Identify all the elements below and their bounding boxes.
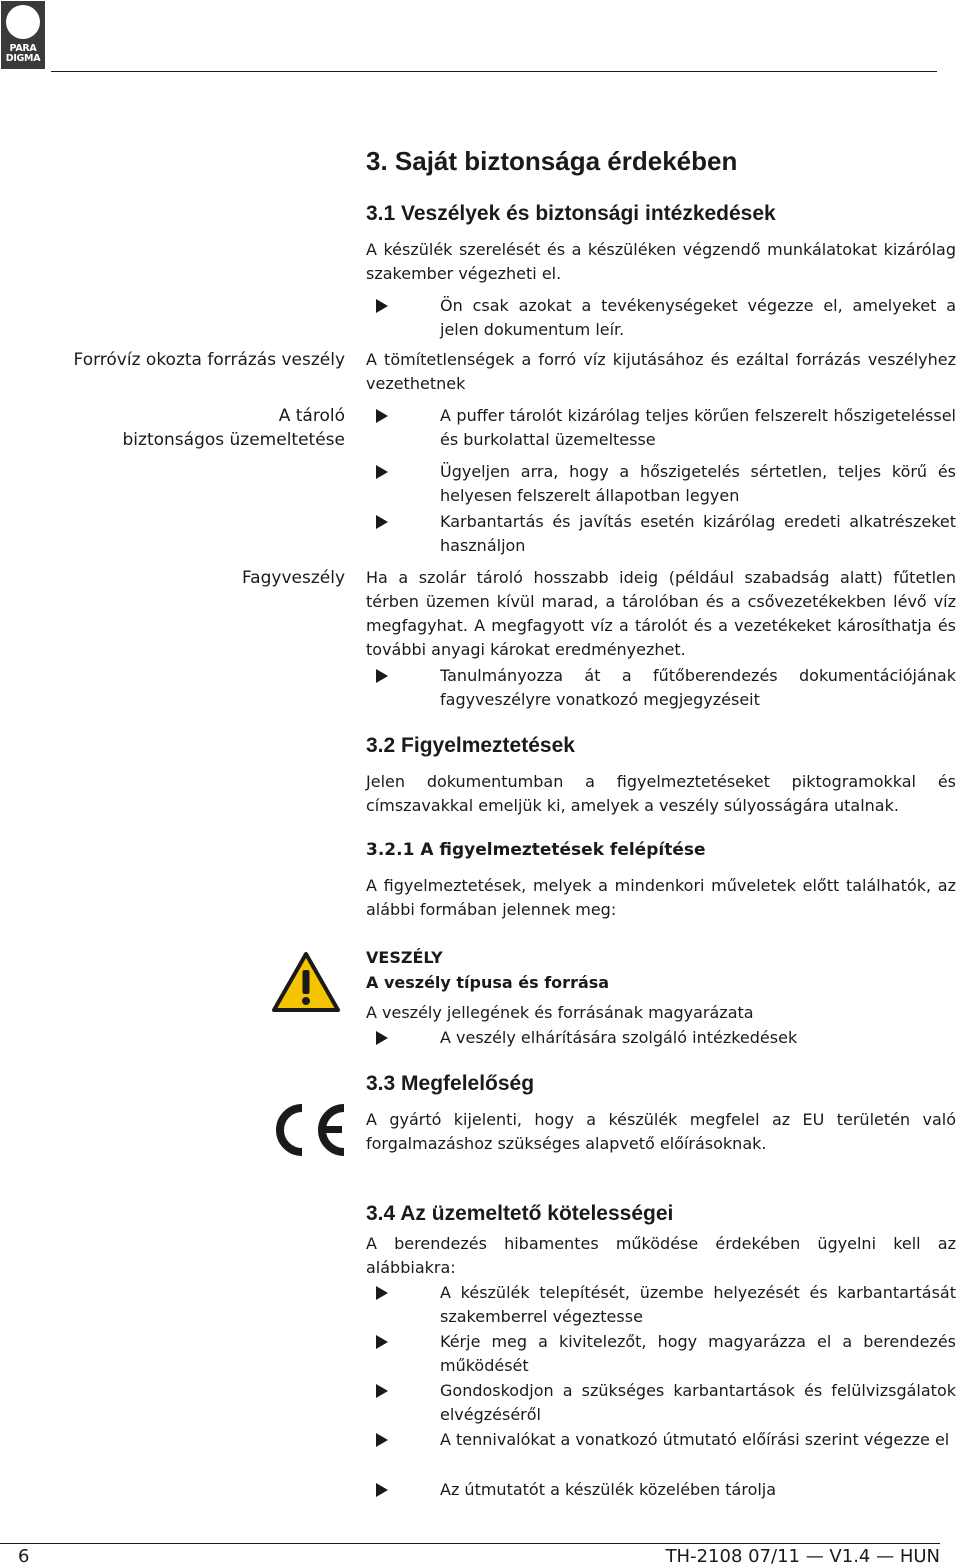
section-3-3-heading: 3.3 Megfelelőség <box>366 1072 535 1095</box>
bullet-arrow-icon <box>376 299 388 313</box>
side-label-storage <box>123 404 345 452</box>
duties-bullet-5 <box>376 1478 956 1502</box>
bullet-arrow-icon <box>376 1286 388 1300</box>
danger-explain: A veszély jellegének és forrásának magyarázata <box>366 1003 754 1022</box>
bullet-arrow-icon <box>376 1483 388 1497</box>
section-3-3-text: A gyártó kijelenti, hogy a készülék megfelel az EU területén való forgalmazáshoz szükséges alapvető előírásoknak. <box>366 1110 956 1153</box>
bullet-arrow-icon <box>376 1031 388 1045</box>
warning-triangle-icon <box>270 950 342 1014</box>
hot-water-bullet-1 <box>376 404 956 452</box>
bullet-text: A veszély elhárítására szolgáló intézkedések <box>440 1028 798 1047</box>
bullet-text: Kérje meg a kivitelezőt, hogy magyarázza el a berendezés működését <box>440 1332 956 1375</box>
bullet-text: Tanulmányozza át a fűtőberendezés dokumentációjának fagyveszélyre vonatkozó megjegyzéseit <box>440 666 956 709</box>
logo-text-line1: PARA <box>9 43 37 54</box>
danger-type: A veszély típusa és forrása <box>366 973 610 992</box>
section-3-1-heading: 3.1 Veszélyek és biztonsági intézkedések <box>366 202 776 225</box>
frost-bullet <box>376 664 956 712</box>
bullet-text: Ügyeljen arra, hogy a hőszigetelés sértetlen, teljes körű és helyesen felszerelt állapotban legyen <box>440 462 956 505</box>
danger-bullet <box>376 1026 956 1050</box>
bullet-arrow-icon <box>376 1433 388 1447</box>
bullet-text: Karbantartás és javítás esetén kizárólag eredeti alkatrészeket használjon <box>440 512 956 555</box>
bullet-text: Ön csak azokat a tevékenységeket végezze el, amelyeket a jelen dokumentum leír. <box>440 296 956 339</box>
section-3-4-heading: 3.4 Az üzemeltető kötelességei <box>366 1202 674 1225</box>
duties-bullet-4 <box>376 1428 956 1452</box>
bullet-arrow-icon <box>376 465 388 479</box>
header-rule <box>51 71 937 72</box>
ce-mark-icon <box>266 1100 348 1160</box>
hot-water-bullet-2 <box>376 460 956 508</box>
side-label-storage-line2: biztonságos üzemeltetése <box>122 430 345 450</box>
bullet-arrow-icon <box>376 515 388 529</box>
duties-bullet-2 <box>376 1330 956 1378</box>
logo-text-line2: DIGMA <box>5 53 41 64</box>
page-title: 3. Saját biztonsága érdekében <box>366 146 738 176</box>
bullet-arrow-icon <box>376 1335 388 1349</box>
duties-bullet-3 <box>376 1379 956 1427</box>
logo-circle <box>6 5 40 39</box>
bullet-text: A tennivalókat a vonatkozó útmutató előírási szerint végezze el <box>440 1430 950 1449</box>
document-id: TH-2108 07/11 — V1.4 — HUN <box>665 1546 940 1567</box>
bullet-arrow-icon <box>376 409 388 423</box>
bullet-text: Gondoskodjon a szükséges karbantartások és felülvizsgálatok elvégzéséről <box>440 1381 956 1424</box>
section-3-2-heading: 3.2 Figyelmeztetések <box>366 734 575 757</box>
section-3-1-intro: A készülék szerelését és a készüléken végzendő munkálatokat kizárólag szakember végezheti el. <box>366 240 956 283</box>
section-3-2-1-heading: 3.2.1 A figyelmeztetések felépítése <box>366 840 706 860</box>
frost-text: Ha a szolár tároló hosszabb ideig (például szabadság alatt) fűtetlen térben üzemen kívül marad, a tárolóban és a csővezetékekben lévő víz megfagyhat. A megfagyott víz a tárolót és a vezetékeket károsíthatja és további anyagi károkat eredményezhet. <box>366 568 956 659</box>
hot-water-bullet-3 <box>376 510 956 558</box>
bullet-text: A puffer tárolót kizárólag teljes körűen felszerelt hőszigeteléssel és burkolattal üzemeltesse <box>440 406 956 449</box>
hot-water-text: A tömítetlenségek a forró víz kijutásához és ezáltal forrázás veszélyhez vezethetnek <box>366 350 956 393</box>
signal-word: VESZÉLY <box>366 948 443 967</box>
page-number: 6 <box>18 1546 30 1567</box>
section-3-2-1-text: A figyelmeztetések, melyek a mindenkori műveletek előtt találhatók, az alábbi formában jelennek meg: <box>366 876 956 919</box>
side-label-storage-line1: A tároló <box>278 406 345 426</box>
bullet-text: Az útmutatót a készülék közelében tárolja <box>440 1480 777 1499</box>
duties-bullet-1 <box>376 1281 956 1329</box>
side-label-hot-water: Forróvíz okozta forrázás veszély <box>73 350 345 370</box>
paradigma-logo <box>1 1 45 69</box>
footer-rule <box>0 1543 940 1544</box>
section-3-2-text: Jelen dokumentumban a figyelmeztetéseket piktogramokkal és címszavakkal emeljük ki, amelyek a veszély súlyosságára utalnak. <box>366 772 956 815</box>
bullet-arrow-icon <box>376 669 388 683</box>
side-label-frost: Fagyveszély <box>241 568 345 588</box>
logo-text <box>1 44 45 64</box>
bullet-text: A készülék telepítését, üzembe helyezését és karbantartását szakemberrel végeztesse <box>440 1283 956 1326</box>
section-3-4-text: A berendezés hibamentes működése érdekében ügyelni kell az alábbiakra: <box>366 1234 956 1277</box>
section-3-1-bullet <box>376 294 956 342</box>
bullet-arrow-icon <box>376 1384 388 1398</box>
